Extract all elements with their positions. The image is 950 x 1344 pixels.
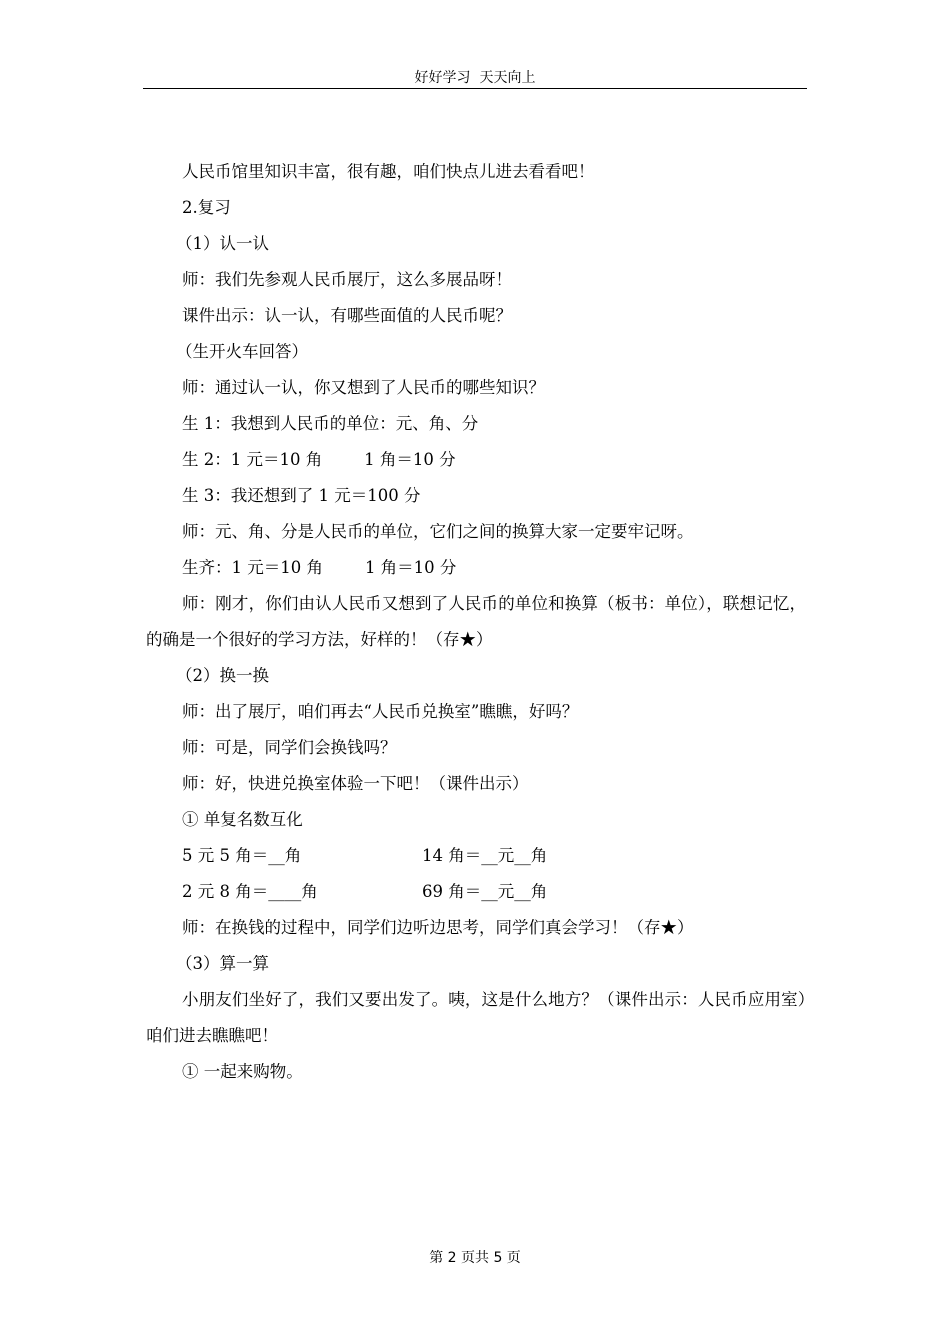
stage-note: （生开火车回答） [176, 342, 308, 361]
exercise-item: 2 元 8 角＝____角 [182, 882, 318, 901]
dialogue-line: 师：在换钱的过程中，同学们边听边思考，同学们真会学习！（存★） [182, 918, 694, 937]
dialogue-line: 师：我们先参观人民币展厅，这么多展品呀！ [182, 270, 512, 289]
document-body [146, 154, 806, 1090]
dialogue-line: 师：通过认一认，你又想到了人民币的哪些知识？ [182, 378, 545, 397]
exercise-heading: ① 单复名数互化 [182, 810, 303, 829]
dialogue-line: 师：元、角、分是人民币的单位，它们之间的换算大家一定要牢记呀。 [182, 522, 694, 541]
dialogue-line: 生 3：我还想到了 1 元＝100 分 [182, 486, 421, 505]
exercise-item: 69 角＝__元__角 [422, 882, 548, 901]
paragraph-summary: 师：刚才，你们由认人民币又想到了人民币的单位和换算（板书：单位），联想记忆，的确是一个很好的学习方法，好样的！（存★） [146, 594, 806, 649]
page-number: 第 2 页共 5 页 [429, 1250, 521, 1266]
page-header: 好好学习 天天向上 [414, 70, 536, 86]
subsection-heading-calculate: （3）算一算 [176, 954, 269, 973]
dialogue-line: 师：出了展厅，咱们再去“人民币兑换室”瞧瞧，好吗？ [182, 702, 579, 721]
paragraph-application: 小朋友们坐好了，我们又要出发了。咦，这是什么地方？（课件出示：人民币应用室）咱们进去瞧瞧吧！ [146, 990, 806, 1045]
dialogue-line: 课件出示：认一认，有哪些面值的人民币呢？ [182, 306, 512, 325]
subsection-heading-recognize: （1）认一认 [176, 234, 269, 253]
paragraph-intro: 人民币馆里知识丰富，很有趣，咱们快点儿进去看看吧！ [182, 162, 595, 181]
exercise-item: 5 元 5 角＝__角 [182, 846, 302, 865]
exercise-item: 14 角＝__元__角 [422, 846, 548, 865]
subsection-heading-exchange: （2）换一换 [176, 666, 269, 685]
dialogue-line: 生 1：我想到人民币的单位：元、角、分 [182, 414, 479, 433]
dialogue-line: 生齐：1 元＝10 角 1 角＝10 分 [182, 558, 457, 577]
dialogue-line: 师：可是，同学们会换钱吗？ [182, 738, 397, 757]
dialogue-line: 生 2：1 元＝10 角 1 角＝10 分 [182, 450, 456, 469]
section-heading-review: 2.复习 [182, 198, 231, 217]
header-divider [143, 88, 807, 89]
dialogue-line: 师：好，快进兑换室体验一下吧！（课件出示） [182, 774, 529, 793]
exercise-row [146, 838, 806, 874]
exercise-row [146, 874, 806, 910]
activity-heading: ① 一起来购物。 [182, 1062, 303, 1081]
